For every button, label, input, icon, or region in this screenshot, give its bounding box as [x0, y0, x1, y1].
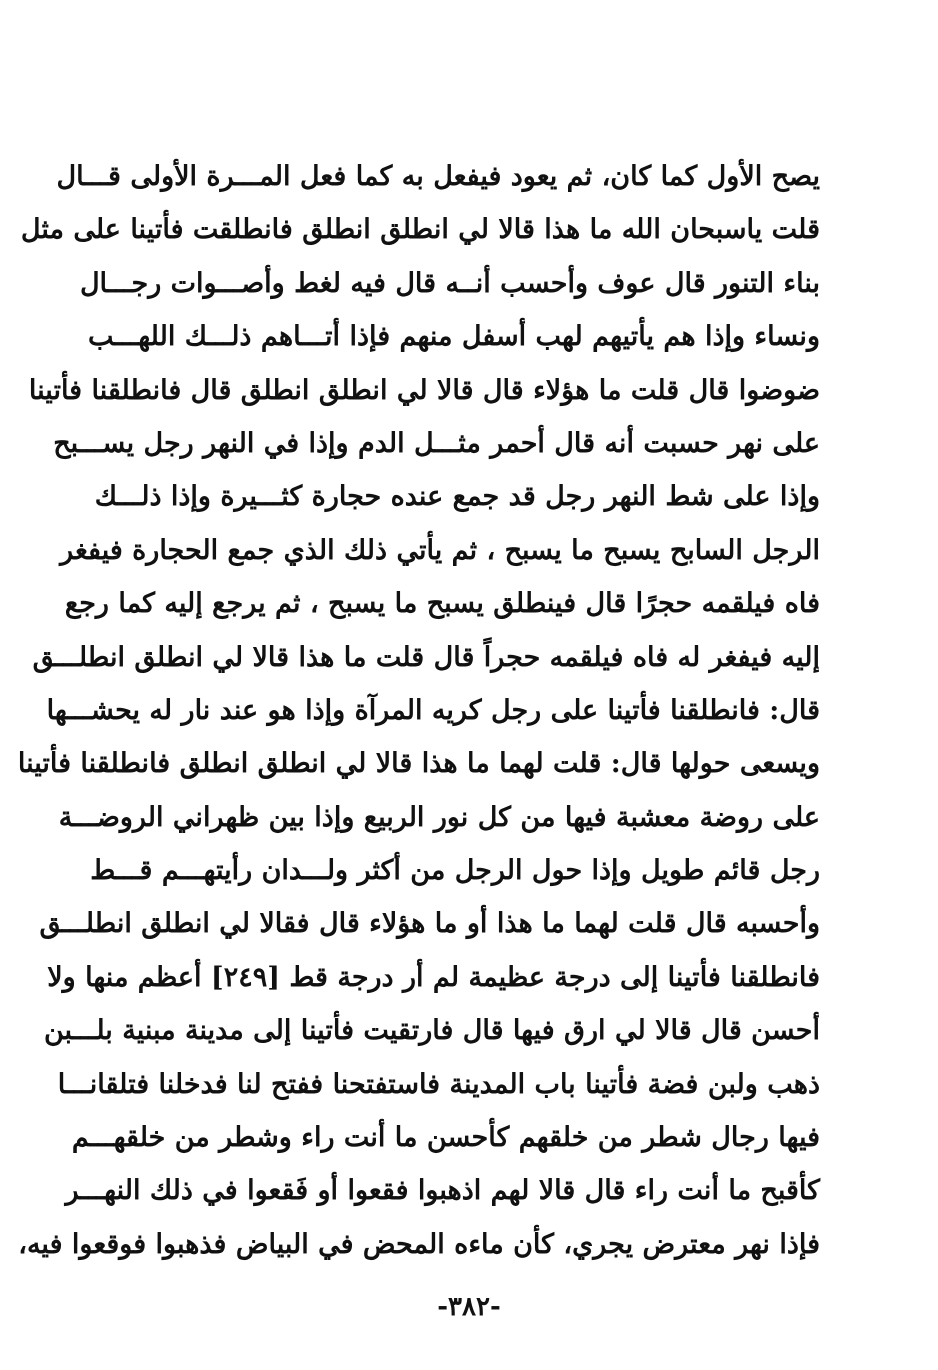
- text-line: رجل قائم طويل وإذا حول الرجل من أكثر ولـــدان رأيتهـــم قـــط: [90, 855, 820, 887]
- text-line: ذهب ولبن فضة فأتينا باب المدينة فاستفتحنا ففتح لنا فدخلنا فتلقانـــا: [57, 1068, 820, 1100]
- text-line: قلت ياسبحان الله ما هذا قالا لي انطلق انطلق فانطلقت فأتينا على مثل: [20, 214, 820, 246]
- text-line: ويسعى حولها قال: قلت لهما ما هذا قالا لي انطلق انطلق فانطلقنا فأتينا: [17, 748, 820, 780]
- text-line: كأقبح ما أنت راء قال قالا لهم اذهبوا فقعوا أو فَقعوا في ذلك النهـــر: [65, 1175, 820, 1207]
- text-line: فإذا نهر معترض يجري، كأن ماءه المحض في البياض فذهبوا فوقعوا فيه،: [18, 1228, 820, 1260]
- text-line: فانطلقنا فأتينا إلى درجة عظيمة لم أر درجة قط [٢٤٩] أعظم منها ولا: [47, 961, 820, 993]
- text-line: بناء التنور قال عوف وأحسب أنــه قال فيه لغط وأصـــوات رجـــال: [79, 267, 820, 299]
- text-line: على نهر حسبت أنه قال أحمر مثـــل الدم وإذا في النهر رجل يســـبح: [53, 427, 820, 459]
- text-line: وإذا على شط النهر رجل قد جمع عنده حجارة كثـــيرة وإذا ذلـــك: [94, 481, 820, 513]
- text-line: أحسن قال قالا لي ارق فيها قال فارتقيت فأتينا إلى مدينة مبنية بلـــبن: [43, 1015, 820, 1047]
- text-line: فيها رجال شطر من خلقهم كأحسن ما أنت راء وشطر من خلقهـــم: [71, 1122, 820, 1154]
- page-number: -٣٨٢-: [437, 1292, 501, 1322]
- text-line: ونساء وإذا هم يأتيهم لهب أسفل منهم فإذا أتـــاهم ذلـــك اللهـــب: [87, 321, 820, 353]
- text-line: ضوضوا قال قلت ما هؤلاء قال قالا لي انطلق انطلق قال فانطلقنا فأتينا: [28, 374, 820, 406]
- text-line: الرجل السابح يسبح ما يسبح ، ثم يأتي ذلك الذي جمع الحجارة فيفغر: [60, 534, 820, 566]
- text-line: فاه فيلقمه حجرًا قال فينطلق يسبح ما يسبح ، ثم يرجع إليه كما رجع: [64, 588, 820, 620]
- text-line: إليه فيفغر له فاه فيلقمه حجراً قال قلت ما هذا قالا لي انطلق انطلـــق: [32, 641, 820, 673]
- text-line: على روضة معشبة فيها من كل نور الربيع وإذا بين ظهراني الروضـــة: [58, 801, 820, 833]
- body-text: [17, 150, 820, 1271]
- text-line: قال: فانطلقنا فأتينا على رجل كريه المرآة وإذا هو عند نار له يحشـــها: [46, 694, 820, 726]
- text-line: وأحسبه قال قلت لهما ما هذا أو ما هؤلاء قال فقالا لي انطلق انطلـــق: [39, 908, 820, 940]
- text-line: يصح الأول كما كان، ثم يعود فيفعل به كما فعل المـــرة الأولى قـــال: [56, 161, 820, 192]
